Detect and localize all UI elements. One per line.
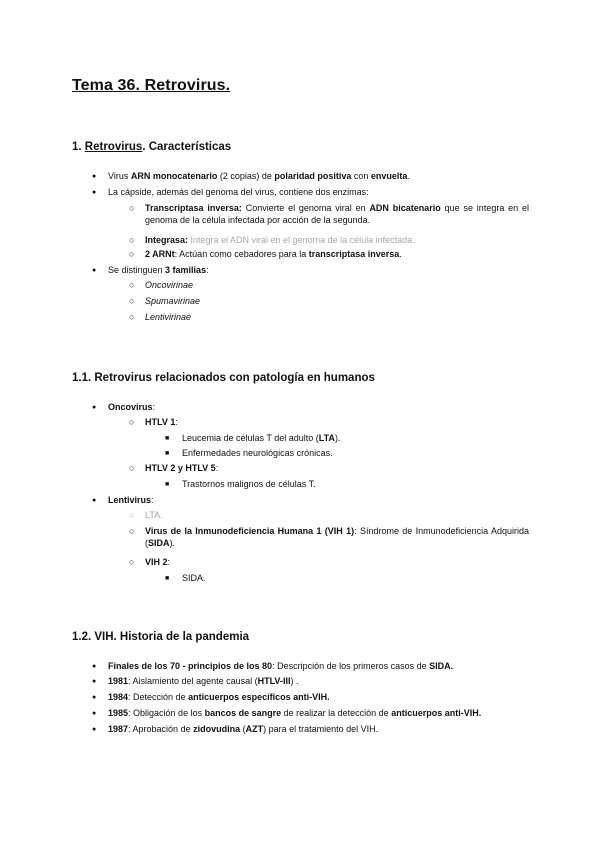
list-item: Trastornos malignos de células T. [182, 479, 316, 489]
bullet-icon [92, 494, 96, 507]
list-item: 1987: Aprobación de zidovudina (AZT) para el tratamiento del VIH. [108, 724, 379, 734]
circle-bullet-icon [129, 509, 134, 522]
circle-bullet-icon [129, 295, 134, 308]
square-bullet-icon [165, 478, 169, 491]
list-item: 1981: Aislamiento del agente causal (HTLV-III) . [108, 676, 299, 686]
circle-bullet-icon [129, 248, 134, 261]
list-item: LTA. [145, 510, 163, 520]
list-item: HTLV 2 y HTLV 5: [145, 463, 219, 473]
circle-bullet-icon [129, 234, 134, 247]
list-item: 1985: Obligación de los bancos de sangre de realizar la detección de anticuerpos anti-VIH. [108, 708, 482, 718]
page-title: Tema 36. Retrovirus. [72, 77, 231, 94]
list-item: Lentivirus: [108, 495, 154, 505]
bullet-icon [92, 707, 96, 720]
bullet-icon [92, 170, 96, 183]
list-item: Leucemia de células T del adulto (LTA). [182, 433, 341, 443]
list-item: Virus de la Inmunodeficiencia Humana 1 (VIH 1): Síndrome de Inmunodeficiencia Adquirida (SIDA). [145, 526, 530, 548]
bullet-icon [92, 675, 96, 688]
list-item: Oncovirinae [145, 280, 194, 290]
circle-bullet-icon [129, 279, 134, 292]
list-item: Enfermedades neurológicas crónicas. [182, 448, 333, 458]
list-item: VIH 2: [145, 557, 171, 567]
square-bullet-icon [165, 432, 169, 445]
list-item: Se distinguen 3 familias: [108, 265, 209, 275]
square-bullet-icon [165, 447, 169, 460]
bullet-icon [92, 723, 96, 736]
retrovirus-link[interactable]: Retrovirus [84, 141, 143, 153]
circle-bullet-icon [129, 416, 134, 429]
section-1-heading: 1. Retrovirus. Características [72, 141, 232, 153]
circle-bullet-icon [129, 462, 134, 475]
list-item: 1984: Detección de anticuerpos específicos anti-VIH. [108, 692, 330, 702]
list-item: Integrasa: Integra el ADN viral en el genoma de la célula infectada. [145, 235, 415, 245]
circle-bullet-icon [129, 556, 134, 569]
list-item: Oncovirus: [108, 402, 156, 412]
list-item: Lentivirinae [145, 312, 192, 322]
bullet-icon [92, 660, 96, 673]
list-item: HTLV 1: [145, 417, 178, 427]
list-item: Finales de los 70 - principios de los 80: Descripción de los primeros casos de SIDA. [108, 661, 454, 671]
list-item: La cápside, además del genoma del virus, contiene dos enzimas: [108, 187, 369, 197]
list-item: SIDA. [182, 573, 206, 583]
bullet-icon [92, 186, 96, 199]
section-1-2-heading: 1.2. VIH. Historia de la pandemia [72, 631, 250, 643]
bullet-icon [92, 264, 96, 277]
section-1-1-heading: 1.1. Retrovirus relacionados con patología en humanos [72, 372, 375, 384]
circle-bullet-icon [129, 202, 134, 215]
bullet-icon [92, 691, 96, 704]
bullet-icon [92, 401, 96, 414]
list-item: Transcriptasa inversa: Convierte el genoma viral en ADN bicatenario que se integra en el genoma de la célula infectada por acción de la segunda. [145, 203, 530, 225]
list-item: 2 ARNt: Actúan como cebadores para la transcriptasa inversa. [145, 249, 402, 259]
square-bullet-icon [165, 572, 169, 585]
list-item: Virus ARN monocatenario (2 copias) de polaridad positiva con envuelta. [108, 171, 410, 181]
circle-bullet-icon [129, 311, 134, 324]
circle-bullet-icon [129, 525, 134, 538]
list-item: Spumavirinae [145, 296, 201, 306]
